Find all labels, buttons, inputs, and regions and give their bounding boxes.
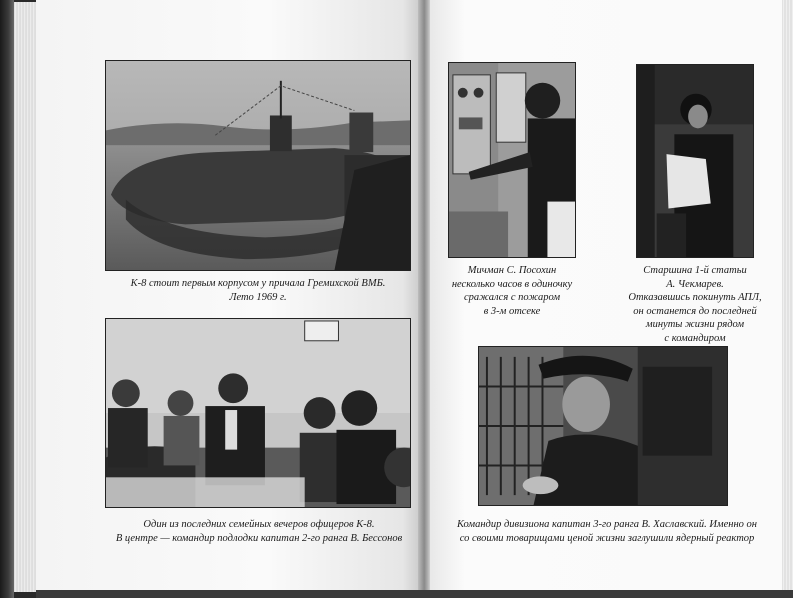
caption-family-evening [98,518,420,545]
caption-line: Командир дивизиона капитан 3-го ранга В. Хаславский. Именно он [456,519,758,530]
caption-line: В центре — командир подлодки капитан 2-го ранга В. Бессонов [115,532,403,544]
caption-line: со своими товарищами ценой жизни заглушили ядерный реактор [459,532,755,544]
caption-line: Лето 1969 г. [229,291,287,303]
caption-line: минуты жизни рядом [645,319,745,330]
caption-posokhin [440,264,584,318]
caption-line: несколько часов в одиночку [451,278,573,290]
page-stack-left [14,2,36,592]
book-edge-left [0,0,14,598]
caption-submarine-at-pier [105,277,411,304]
caption-line: Старшина 1-й статьи [643,265,747,276]
photo-chekmarev [636,64,754,258]
photo-khaslavsky [478,346,728,506]
caption-line: Мичман С. Посохин [467,265,557,276]
caption-line: он останется до последней [633,305,757,317]
caption-line: Отказавшись покинуть АПЛ, [628,292,762,303]
photo-submarine-at-pier [105,60,411,271]
photo-posokhin [448,62,576,258]
caption-line: сражался с пожаром [463,292,561,303]
bottom-edge [36,590,793,598]
caption-line: Один из последних семейных вечеров офицеров К-8. [143,519,375,530]
photo-family-evening [105,318,411,508]
caption-khaslavsky [440,518,774,545]
caption-line: А. Чекмарев. [666,278,724,290]
caption-chekmarev [608,264,782,345]
caption-line: в 3-м отсеке [483,305,541,317]
page-stack-right [782,0,793,590]
caption-line: с командиром [664,332,726,344]
caption-line: К-8 стоит первым корпусом у причала Гремихской ВМБ. [130,278,386,289]
